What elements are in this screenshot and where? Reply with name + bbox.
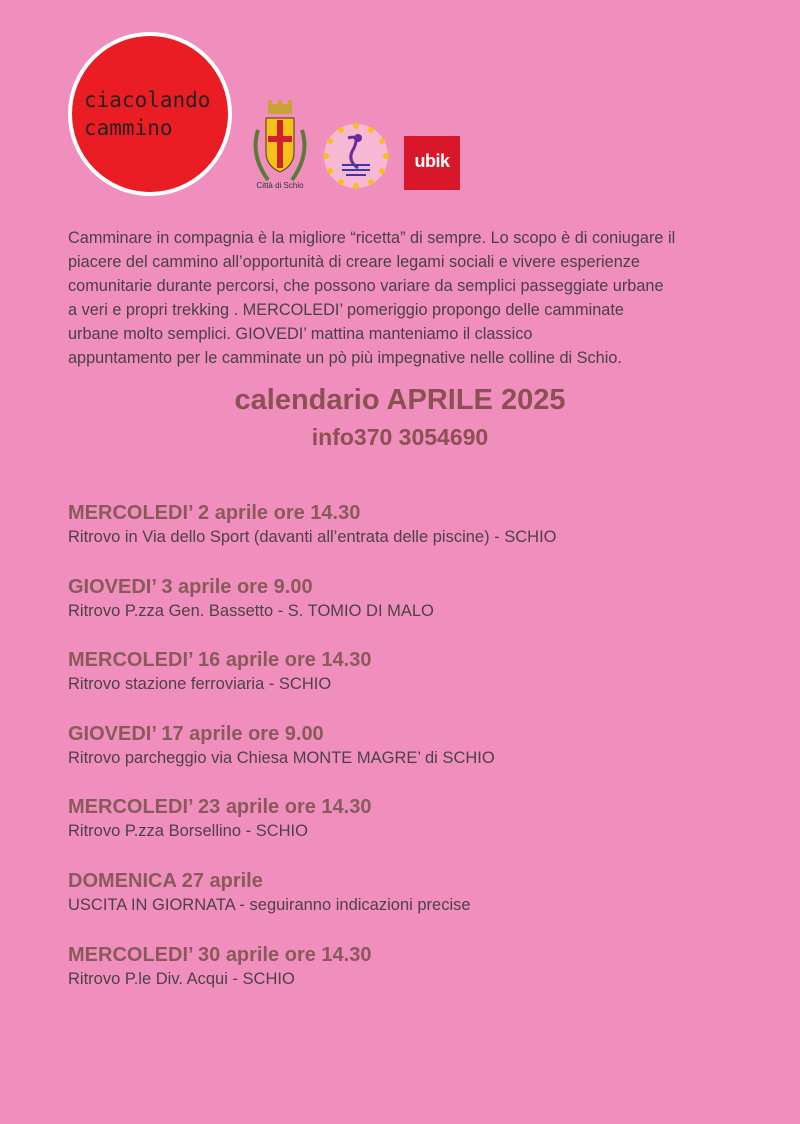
event-description: Ritrovo P.zza Gen. Bassetto - S. TOMIO DI MALO bbox=[68, 601, 434, 620]
event-date: DOMENICA 27 aprile bbox=[68, 869, 263, 892]
event-item bbox=[68, 500, 758, 574]
intro-line: urbane molto semplici. GIOVEDI’ mattina manteniamo il classico bbox=[68, 325, 533, 343]
intro-line: Camminare in compagnia è la migliore “ricetta” di sempre. Lo scopo è di coniugare il bbox=[68, 229, 676, 247]
event-item bbox=[68, 574, 758, 648]
event-item bbox=[68, 794, 758, 868]
ubik-logo-text: ubik bbox=[414, 151, 450, 171]
intro-line: comunitarie durante percorsi, che possono variare da semplici passeggiate urbane bbox=[68, 277, 664, 295]
event-date: MERCOLEDI’ 30 aprile ore 14.30 bbox=[68, 943, 372, 966]
logo-line-1: ciacolando bbox=[84, 88, 211, 112]
intro-line: appuntamento per le camminate un pò più impegnative nelle colline di Schio. bbox=[68, 349, 622, 367]
intro-line: piacere del cammino all’opportunità di creare legami sociali e vivere esperienze bbox=[68, 253, 640, 271]
calendar-title: calendario APRILE 2025 bbox=[234, 384, 566, 416]
event-description: Ritrovo stazione ferroviaria - SCHIO bbox=[68, 675, 332, 694]
event-list bbox=[68, 500, 758, 1015]
event-date: MERCOLEDI’ 2 aprile ore 14.30 bbox=[68, 502, 361, 524]
intro-line: a veri e propri trekking . MERCOLEDI’ pomeriggio propongo delle camminate bbox=[68, 301, 624, 319]
event-item bbox=[68, 721, 758, 795]
city-crest-label: Città di Schio bbox=[256, 181, 304, 190]
event-description: Ritrovo P.le Div. Acqui - SCHIO bbox=[68, 969, 295, 988]
event-date: MERCOLEDI’ 16 aprile ore 14.30 bbox=[68, 649, 372, 672]
event-description: USCITA IN GIORNATA - seguiranno indicazioni precise bbox=[68, 895, 471, 914]
logo-text bbox=[84, 86, 210, 142]
event-description: Ritrovo parcheggio via Chiesa MONTE MAGRE’ di SCHIO bbox=[68, 748, 495, 767]
event-date: GIOVEDI’ 3 aprile ore 9.00 bbox=[68, 575, 313, 598]
ubik-logo bbox=[404, 136, 460, 190]
intro-paragraph bbox=[68, 226, 738, 370]
event-date: MERCOLEDI’ 23 aprile ore 14.30 bbox=[68, 796, 372, 819]
event-description: Ritrovo in Via dello Sport (davanti all’entrata delle piscine) - SCHIO bbox=[68, 528, 557, 546]
event-date: GIOVEDI’ 17 aprile ore 9.00 bbox=[68, 722, 324, 745]
european-sport-city-icon bbox=[320, 120, 392, 192]
event-description: Ritrovo P.zza Borsellino - SCHIO bbox=[68, 822, 308, 841]
event-item bbox=[68, 868, 758, 942]
logo-line-2: cammino bbox=[84, 116, 173, 140]
event-item bbox=[68, 942, 758, 1016]
city-of-schio-crest-icon bbox=[248, 100, 312, 192]
event-item bbox=[68, 647, 758, 721]
calendar-contact-info: info370 3054690 bbox=[311, 424, 489, 450]
